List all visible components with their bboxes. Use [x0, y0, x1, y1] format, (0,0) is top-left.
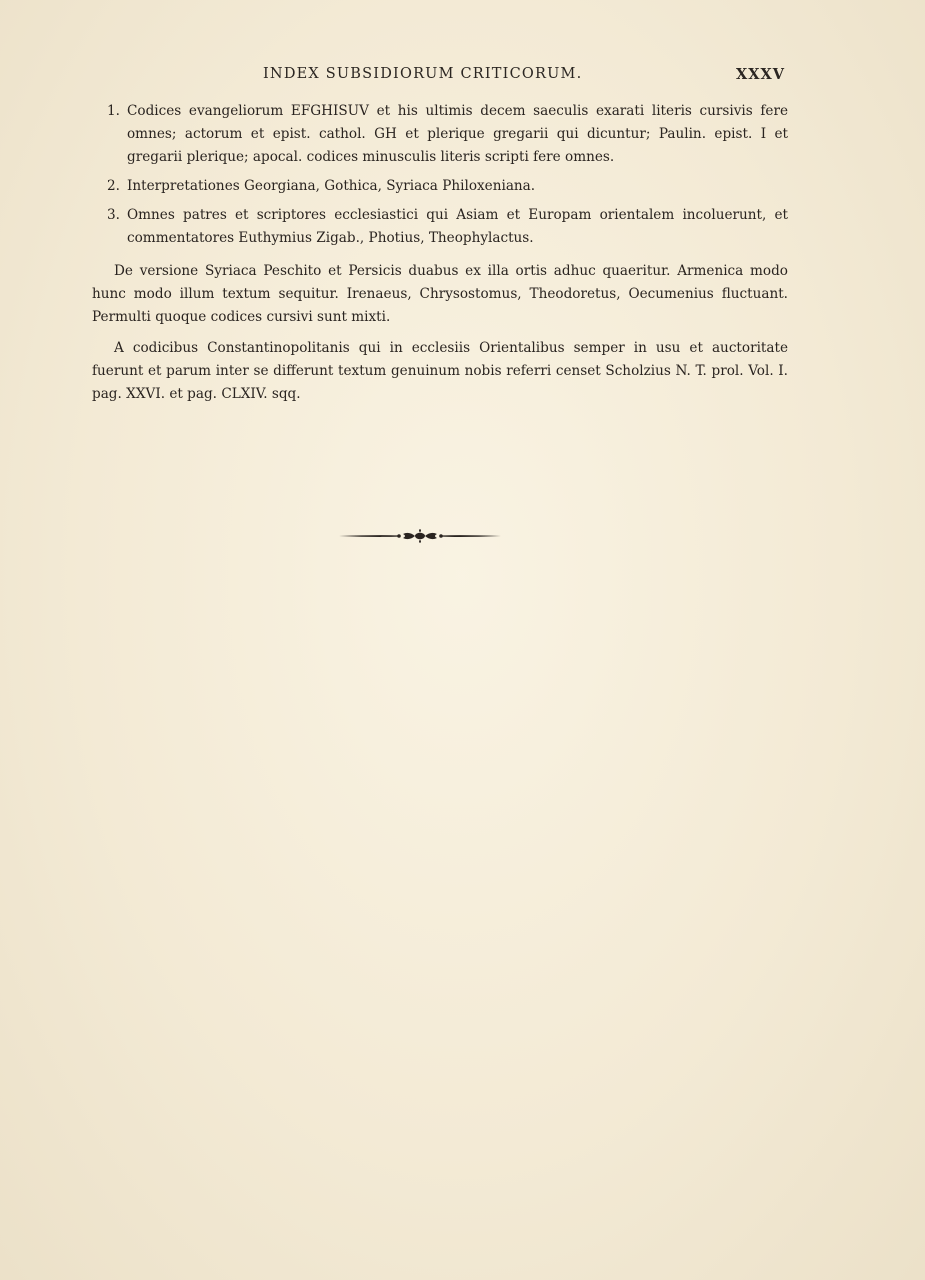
running-title: INDEX SUBSIDIORUM CRITICORUM. [263, 66, 583, 82]
ornament-divider [337, 528, 503, 544]
list-item [92, 100, 788, 169]
item-text: Interpretationes Georgiana, Gothica, Syriaca Philoxeniana. [127, 178, 536, 194]
page-header [115, 66, 785, 88]
body-text [92, 100, 788, 406]
item-number: 3. [107, 207, 120, 223]
item-number: 2. [107, 178, 120, 194]
item-number: 1. [107, 103, 120, 119]
list-item [92, 175, 788, 198]
list-item [92, 204, 788, 250]
item-text: Codices evangeliorum EFGHISUV et his ultimis decem saeculis exarati literis cursivis fere omnes; actorum et epist. cathol. GH et plerique gregarii qui dicuntur; Paulin. epist. I et gregarii plerique; apocal. codices minusculis literis scripti fere omnes. [127, 103, 788, 165]
page-number: XXXV [735, 66, 785, 83]
item-text: Omnes patres et scriptores ecclesiastici qui Asiam et Europam orientalem incoluerunt, et commentatores Euthymius Zigab., Photius, Theophylactus. [127, 207, 788, 246]
paragraph: De versione Syriaca Peschito et Persicis duabus ex illa ortis adhuc quaeritur. Armenica modo hunc modo illum textum sequitur. Irenaeus, Chrysostomus, Theodoretus, Oecumenius fluctuant. Permulti quoque codices cursivi sunt mixti. [92, 263, 788, 325]
paragraph: A codicibus Constantinopolitanis qui in ecclesiis Orientalibus semper in usu et auctoritate fuerunt et parum inter se differunt textum genuinum nobis referri censet Scholzius N. T. prol. Vol. I. pag. XXVI. et pag. CLXIV. sqq. [92, 340, 788, 402]
